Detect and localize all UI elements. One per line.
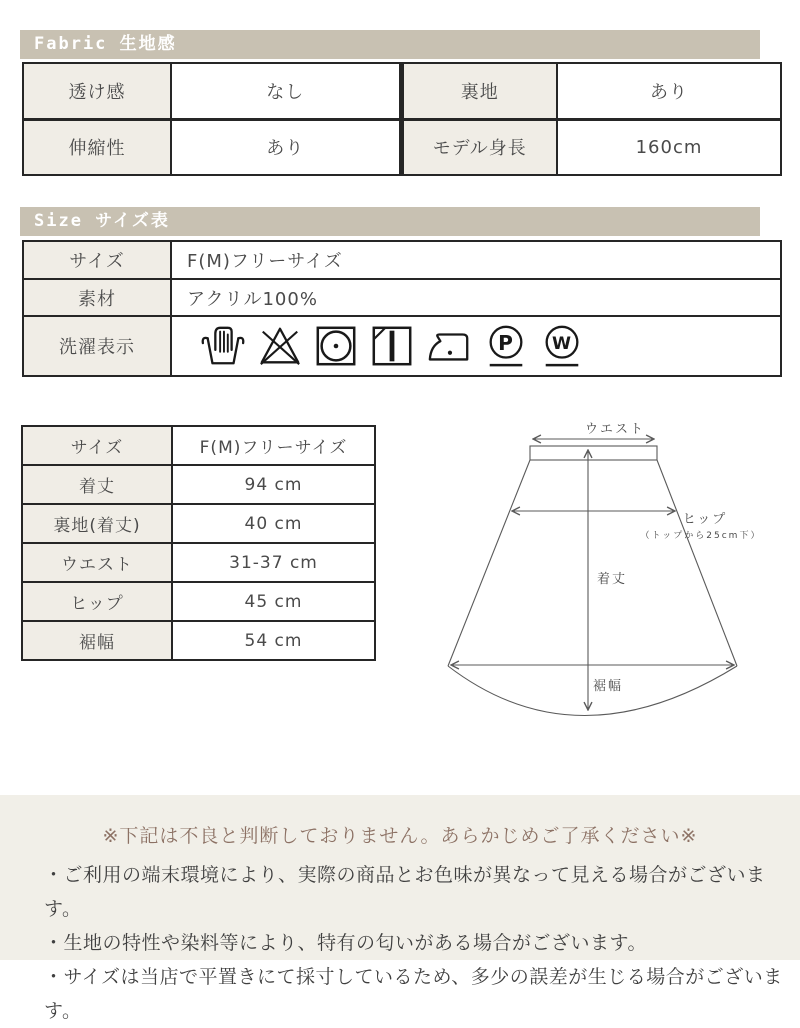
size-info-row bbox=[23, 241, 781, 279]
do-not-bleach-icon bbox=[257, 323, 303, 369]
diagram-hip-label: ヒップ bbox=[682, 512, 728, 527]
fabric-label-lining: 裏地 bbox=[401, 63, 557, 119]
fabric-table-row bbox=[23, 63, 781, 119]
skirt-outline bbox=[448, 446, 737, 716]
size-info-row bbox=[23, 279, 781, 316]
material-label: 素材 bbox=[23, 279, 171, 316]
diagram-hip-note: （トップから25cm下） bbox=[640, 531, 762, 541]
size-section-header bbox=[20, 207, 760, 236]
fabric-table bbox=[22, 62, 782, 176]
measurement-row bbox=[22, 621, 375, 660]
disclaimer-item: ・サイズは当店で平置きにて採寸しているため、多少の誤差が生じる場合がございます。 bbox=[44, 966, 783, 1022]
care-symbols bbox=[187, 322, 780, 370]
fabric-value-model-height: 160cm bbox=[557, 119, 781, 175]
size-info-table bbox=[22, 240, 782, 377]
meas-label-hem-width: 裾幅 bbox=[22, 621, 172, 660]
care-symbols-row bbox=[23, 316, 781, 376]
fabric-section-title: Fabric 生地感 bbox=[34, 34, 177, 54]
disclaimer-item: ・生地の特性や染料等により、特有の匂いがある場合がございます。 bbox=[44, 932, 647, 954]
disclaimer-heading: ※下記は不良と判断しておりません。あらかじめご了承ください※ bbox=[102, 825, 698, 847]
disclaimer-list bbox=[0, 858, 800, 1028]
size-section-title: Size サイズ表 bbox=[34, 211, 170, 231]
material-value: アクリル100% bbox=[171, 279, 781, 316]
dry-clean-p-gentle-icon bbox=[483, 322, 529, 370]
measurements-table bbox=[21, 425, 376, 661]
line-dry-in-shade-icon bbox=[369, 323, 415, 369]
fabric-label-stretch: 伸縮性 bbox=[23, 119, 171, 175]
diagram-hem-label: 裾幅 bbox=[592, 679, 624, 694]
fabric-label-sheerness: 透け感 bbox=[23, 63, 171, 119]
size-value: F(M)フリーサイズ bbox=[171, 241, 781, 279]
measurement-row bbox=[22, 426, 375, 465]
fabric-label-model-height: モデル身長 bbox=[401, 119, 557, 175]
care-label: 洗濯表示 bbox=[23, 316, 171, 376]
fabric-section-header bbox=[20, 30, 760, 59]
dry-clean-letter: P bbox=[498, 330, 514, 355]
diagram-waist-label: ウエスト bbox=[584, 422, 646, 437]
diagram-length-label: 着丈 bbox=[597, 572, 628, 587]
meas-value-hip: 45 cm bbox=[172, 582, 375, 621]
fabric-value-lining: あり bbox=[557, 63, 781, 119]
meas-value-waist: 31-37 cm bbox=[172, 543, 375, 582]
skirt-measurement-diagram bbox=[405, 413, 800, 745]
meas-value-length: 94 cm bbox=[172, 465, 375, 504]
meas-value-lining-length: 40 cm bbox=[172, 504, 375, 543]
hand-wash-icon bbox=[199, 323, 247, 369]
measurement-row bbox=[22, 465, 375, 504]
meas-value-size: F(M)フリーサイズ bbox=[172, 426, 375, 465]
measure-arrows bbox=[452, 439, 733, 709]
meas-label-size: サイズ bbox=[22, 426, 172, 465]
meas-label-hip: ヒップ bbox=[22, 582, 172, 621]
tumble-dry-low-icon bbox=[313, 323, 359, 369]
disclaimer-item: ・ご利用の端末環境により、実際の商品とお色味が異なって見える場合がございます。 bbox=[44, 864, 766, 920]
iron-low-icon bbox=[425, 323, 473, 369]
measurement-row bbox=[22, 504, 375, 543]
meas-label-waist: ウエスト bbox=[22, 543, 172, 582]
fabric-value-stretch: あり bbox=[171, 119, 401, 175]
wet-clean-letter: W bbox=[552, 333, 572, 354]
fabric-value-sheerness: なし bbox=[171, 63, 401, 119]
fabric-table-row bbox=[23, 119, 781, 175]
disclaimer-section bbox=[0, 795, 800, 1022]
meas-value-hem-width: 54 cm bbox=[172, 621, 375, 660]
wet-clean-w-gentle-icon bbox=[539, 322, 585, 370]
size-label: サイズ bbox=[23, 241, 171, 279]
measurement-row bbox=[22, 582, 375, 621]
meas-label-lining-length: 裏地(着丈) bbox=[22, 504, 172, 543]
measurement-row bbox=[22, 543, 375, 582]
meas-label-length: 着丈 bbox=[22, 465, 172, 504]
